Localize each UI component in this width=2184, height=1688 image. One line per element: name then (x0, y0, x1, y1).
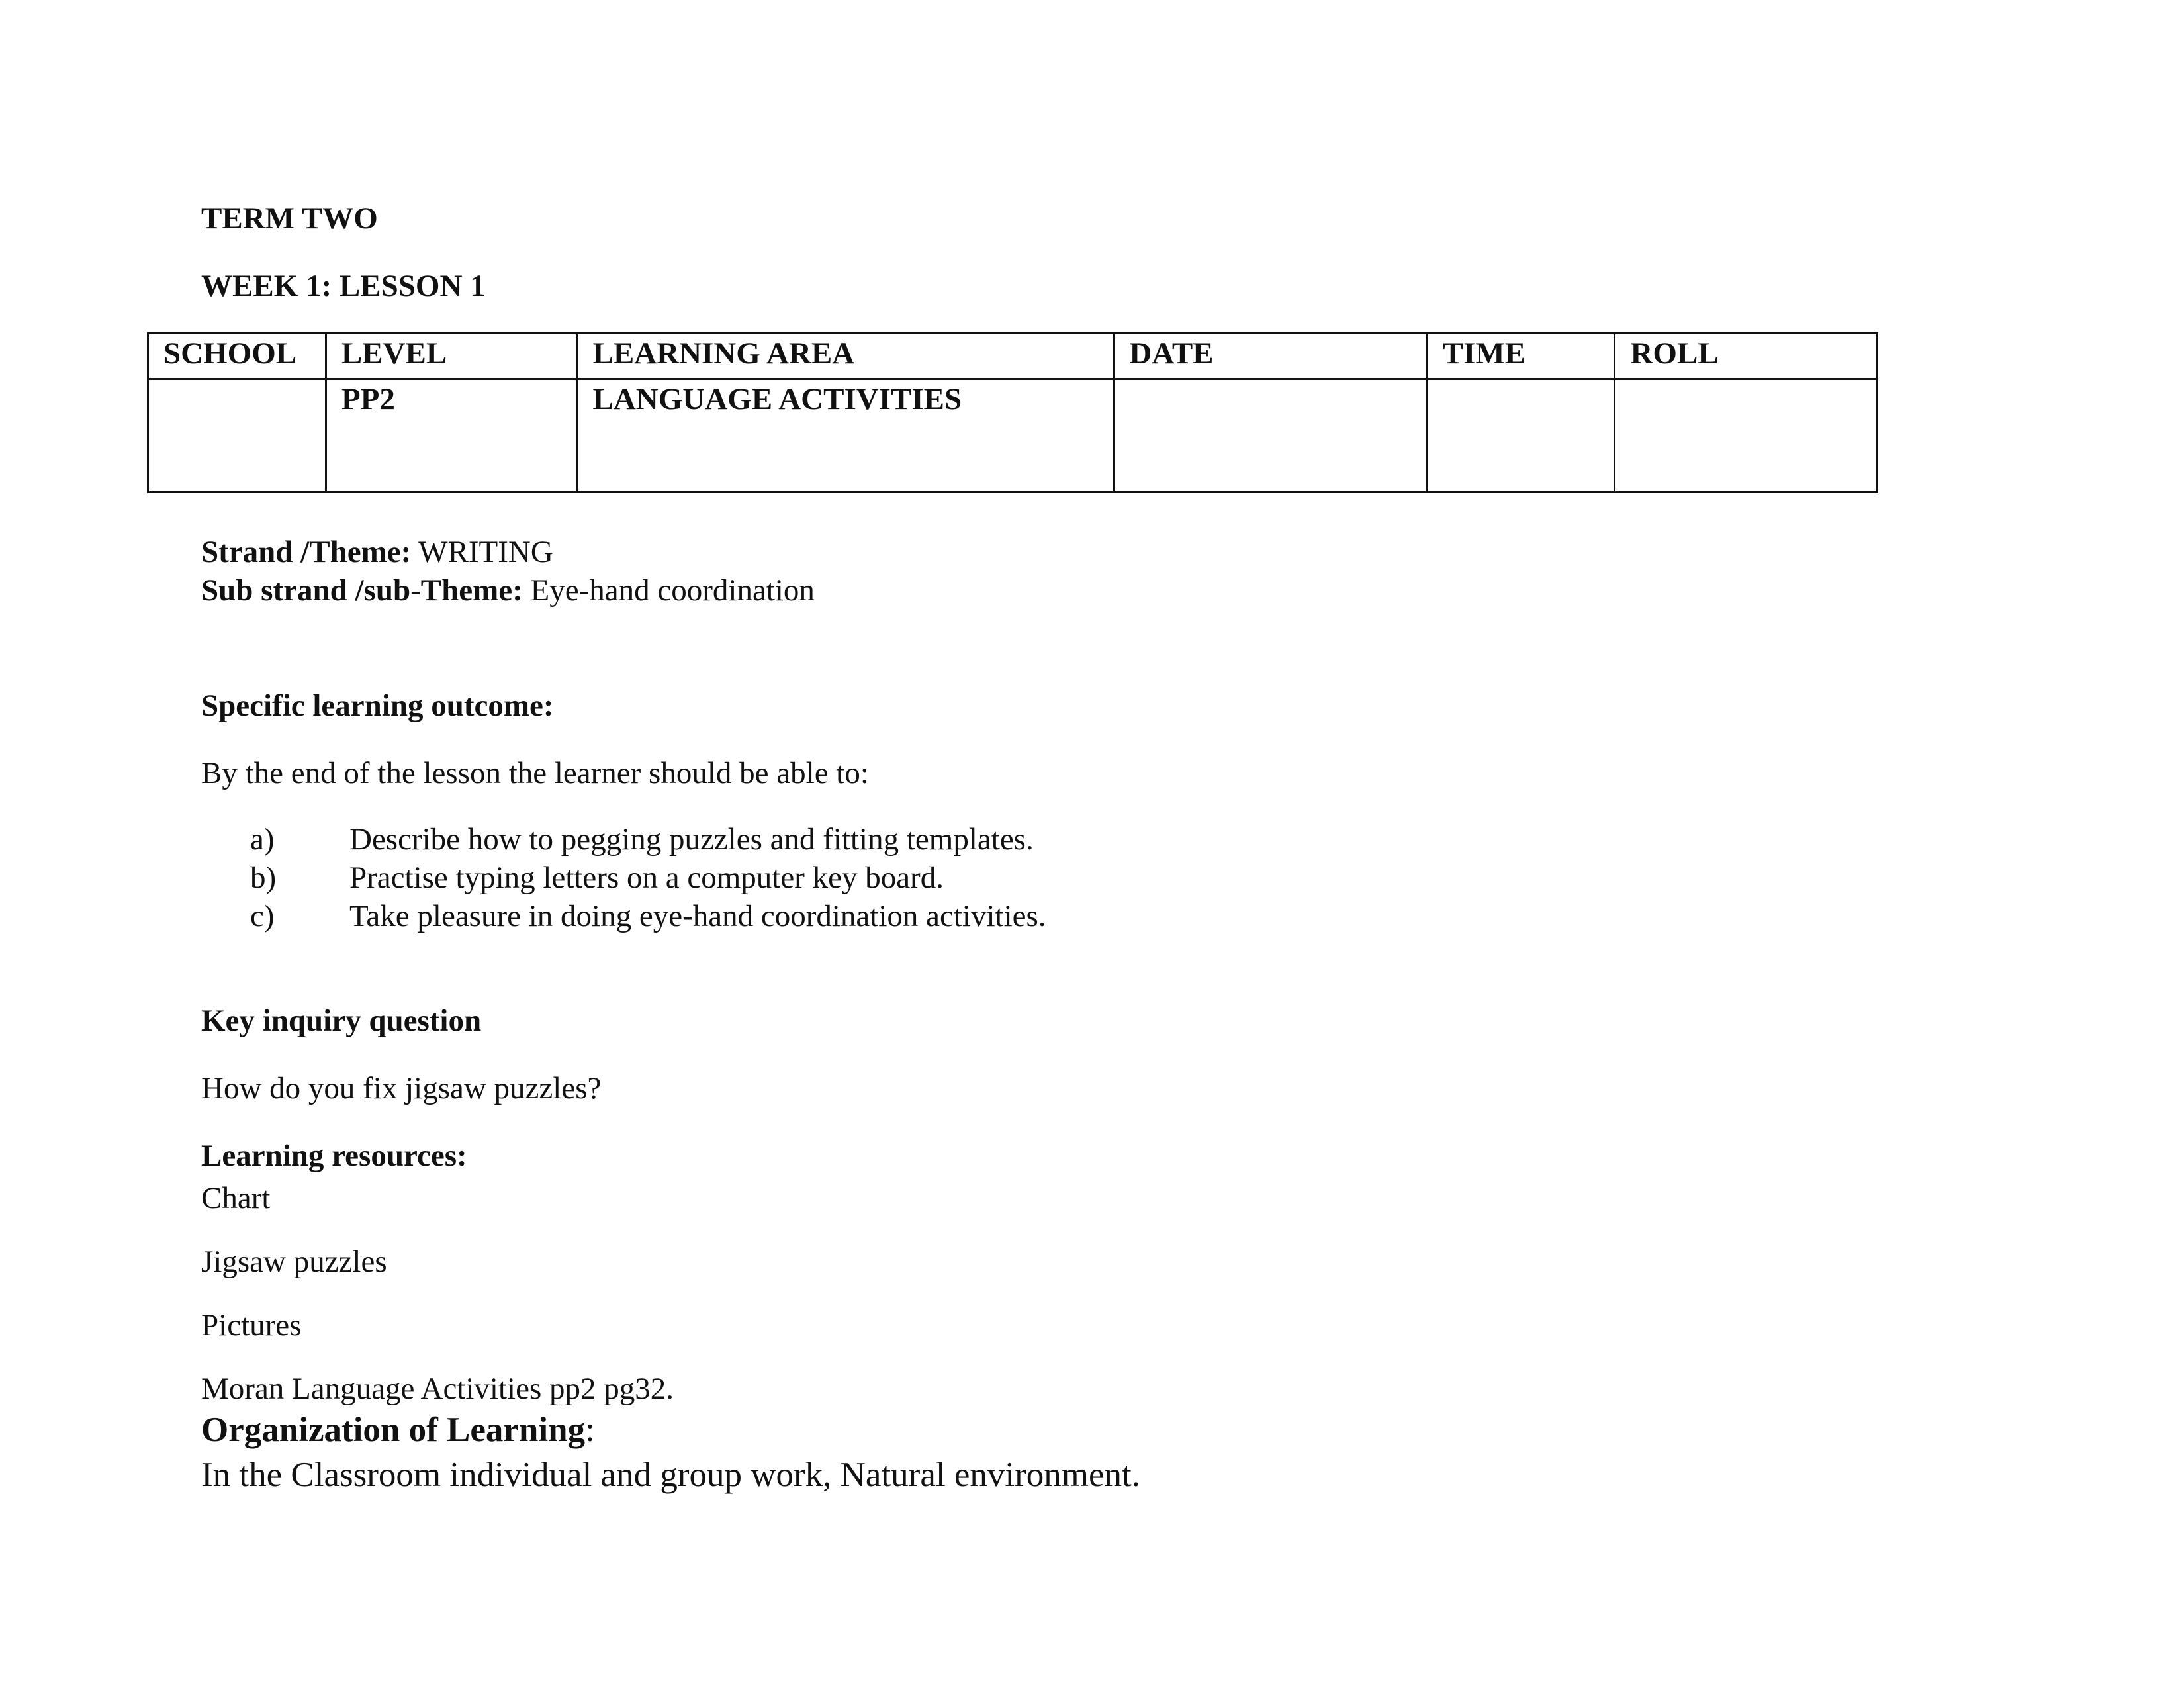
organization-text: In the Classroom individual and group work, Natural environment. (201, 1456, 1140, 1494)
list-item-text: Describe how to pegging puzzles and fitting templates. (349, 822, 1034, 857)
cell-time (1427, 379, 1615, 492)
list-item (250, 898, 1046, 935)
sub-strand-value: Eye-hand coordination (522, 573, 815, 608)
header-date: DATE (1114, 334, 1427, 379)
strand-value: WRITING (411, 535, 553, 569)
organization-heading-line (201, 1409, 595, 1451)
inquiry-question: How do you fix jigsaw puzzles? (201, 1071, 602, 1105)
term-title: TERM TWO (201, 201, 378, 236)
header-level: LEVEL (326, 334, 577, 379)
list-item (250, 859, 944, 896)
table-header-row (148, 334, 1878, 379)
resource-item: Chart (201, 1181, 271, 1215)
week-lesson-title: WEEK 1: LESSON 1 (201, 269, 486, 303)
header-school: SCHOOL (148, 334, 326, 379)
sub-strand-line (201, 572, 815, 609)
list-item-text: Practise typing letters on a computer key board. (349, 861, 944, 895)
header-roll: ROLL (1615, 334, 1878, 379)
cell-level: PP2 (326, 379, 577, 492)
resource-item: Jigsaw puzzles (201, 1244, 387, 1279)
cell-date (1114, 379, 1427, 492)
organization-heading: Organization of Learning (201, 1411, 586, 1449)
list-item-text: Take pleasure in doing eye-hand coordination activities. (349, 899, 1046, 933)
strand-line (201, 534, 553, 571)
outcome-heading: Specific learning outcome: (201, 688, 554, 723)
outcome-intro: By the end of the lesson the learner should be able to: (201, 756, 869, 790)
cell-roll (1615, 379, 1878, 492)
strand-label: Strand /Theme: (201, 535, 412, 569)
list-marker: b) (250, 861, 277, 895)
resources-heading: Learning resources: (201, 1139, 467, 1173)
organization-colon: : (585, 1411, 595, 1449)
table-row (148, 379, 1878, 492)
header-time: TIME (1427, 334, 1615, 379)
cell-school (148, 379, 326, 492)
list-item (250, 821, 1034, 858)
list-marker: c) (250, 899, 275, 933)
header-learning-area: LEARNING AREA (577, 334, 1114, 379)
inquiry-heading: Key inquiry question (201, 1004, 482, 1038)
resource-item: Pictures (201, 1308, 302, 1342)
cell-learning-area: LANGUAGE ACTIVITIES (577, 379, 1114, 492)
resource-item: Moran Language Activities pp2 pg32. (201, 1372, 674, 1406)
lesson-info-table (147, 332, 1878, 493)
list-marker: a) (250, 822, 275, 857)
sub-strand-label: Sub strand /sub-Theme: (201, 573, 523, 608)
